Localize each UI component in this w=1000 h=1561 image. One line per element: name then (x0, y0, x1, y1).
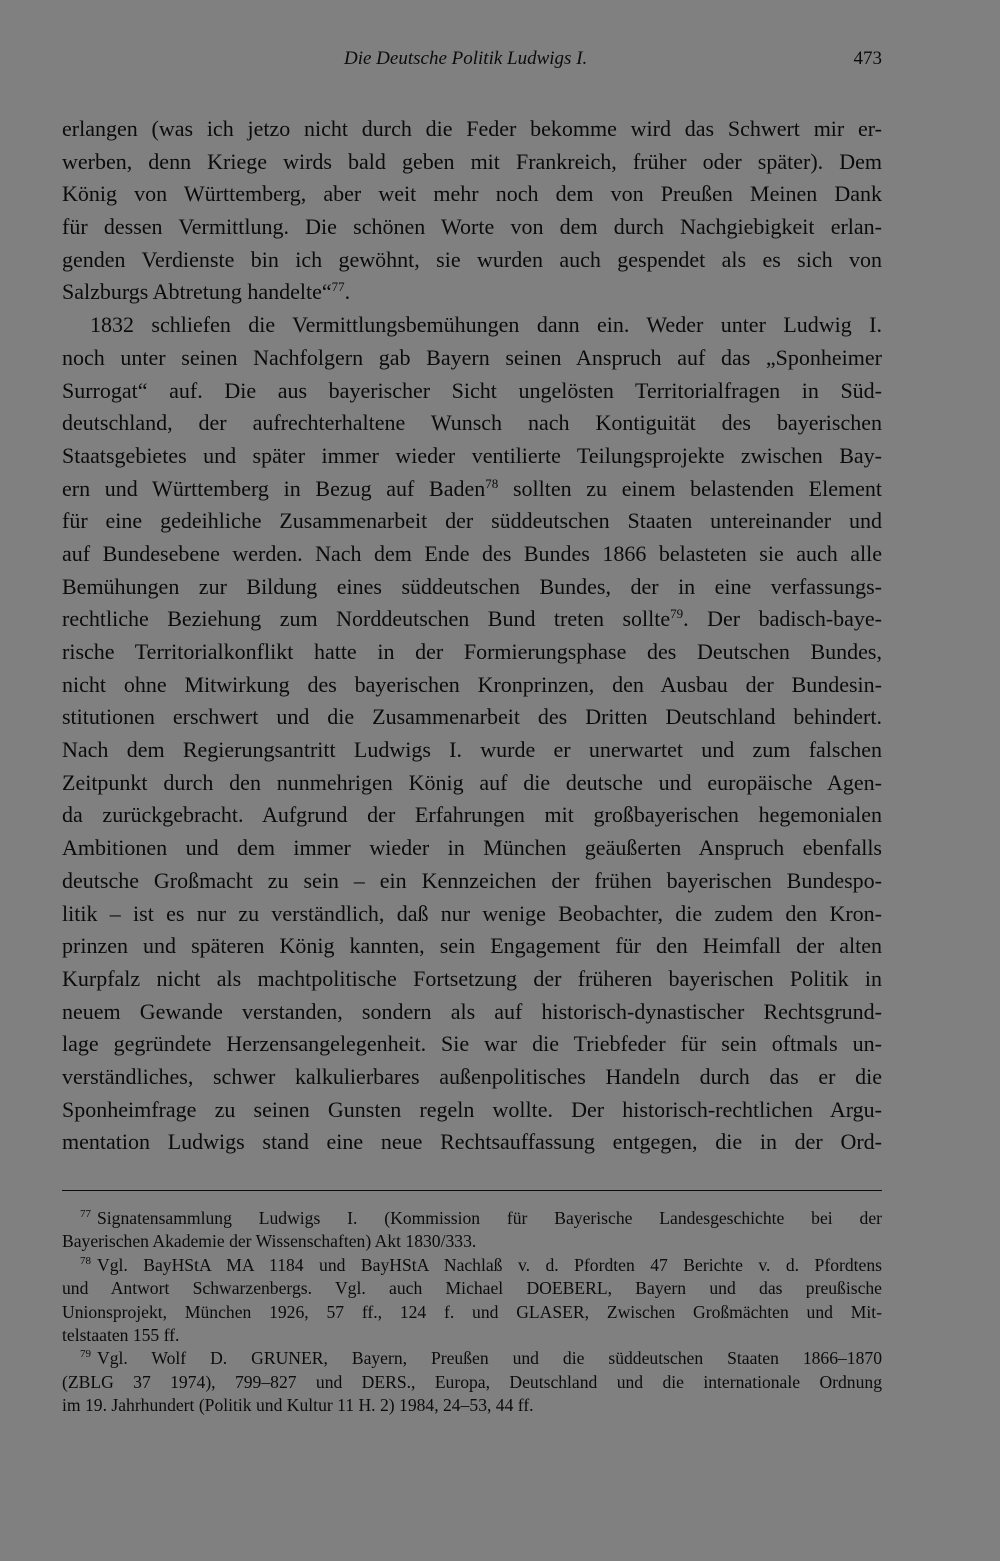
footnotes (62, 1207, 882, 1418)
text-line: lage gegründete Herzensangelegenheit. Sie war die Triebfeder für sein oftmals un- (62, 1031, 882, 1057)
text-line: deutsche Großmacht zu sein – ein Kennzeichen der frühen bayerischen Bundespo- (62, 867, 882, 893)
text-line: Salzburgs Abtretung handelte“$^{77}$. (62, 279, 351, 305)
footnote-line: $^{78}$ Vgl. BayHStA MA 1184 und BayHStA Nachlaß v. d. Pfordten 47 Berichte v. d. Pfordtens (80, 1254, 882, 1275)
text-line: auf Bundesebene werden. Nach dem Ende des Bundes 1866 belasteten sie auch alle (62, 540, 882, 566)
text-line: Kurpfalz nicht als machtpolitische Fortsetzung der früheren bayerischen Politik in (62, 965, 882, 991)
text-line: werben, denn Kriege wirds bald geben mit Frankreich, früher oder später). Dem (62, 148, 882, 174)
footnote-number: 79 (80, 1348, 91, 1361)
text-line: Zeitpunkt durch den nunmehrigen König auf die deutsche und europäische Agen- (62, 769, 882, 795)
footnote-line: Unionsprojekt, München 1926, 57 ff., 124 f. und GLASER, Zwischen Großmächten und Mit- (62, 1301, 882, 1322)
text-line: litik – ist es nur zu verständlich, daß nur wenige Beobachter, die zudem den Kron- (62, 900, 882, 926)
footnote-line: und Antwort Schwarzenbergs. Vgl. auch Michael DOEBERL, Bayern und das preußische (62, 1278, 882, 1299)
footnote-line: $^{79}$ Vgl. Wolf D. GRUNER, Bayern, Preußen und die süddeutschen Staaten 1866–1870 (80, 1348, 882, 1369)
text-line: mentation Ludwigs stand eine neue Rechtsauffassung entgegen, die in der Ord- (62, 1129, 882, 1155)
text-line: prinzen und späteren König kannten, sein Engagement für den Heimfall der alten (62, 933, 882, 959)
footnote-line: telstaaten 155 ff. (62, 1324, 180, 1345)
footnote-ref: 78 (485, 475, 499, 491)
running-head (62, 48, 882, 78)
footnote-line: (ZBLG 37 1974), 799–827 und DERS., Europa, Deutschland und die internationale Ordnung (62, 1371, 882, 1392)
text-line: genden Verdienste bin ich gewöhnt, sie wurden auch gespendet als es sich von (62, 246, 882, 272)
footnote-line: im 19. Jahrhundert (Politik und Kultur 11 H. 2) 1984, 24–53, 44 ff. (62, 1395, 534, 1416)
text-line: stitutionen erschwert und die Zusammenarbeit des Dritten Deutschland behindert. (62, 704, 882, 730)
text-line: rechtliche Beziehung zum Norddeutschen Bund treten sollte$^{79}$. Der badisch-baye- (62, 606, 882, 632)
text-line: erlangen (was ich jetzo nicht durch die Feder bekomme wird das Schwert mir er- (62, 116, 882, 141)
text-line: noch unter seinen Nachfolgern gab Bayern seinen Anspruch auf das „Sponheimer (62, 344, 882, 370)
text-line: da zurückgebracht. Aufgrund der Erfahrungen mit großbayerischen hegemonialen (62, 802, 882, 828)
text-line: für dessen Vermittlung. Die schönen Worte von dem durch Nachgiebigkeit erlan- (62, 214, 882, 240)
footnote-number: 78 (80, 1254, 91, 1267)
text-line: Ambitionen und dem immer wieder in München geäußerten Anspruch ebenfalls (62, 835, 882, 861)
text-line: rische Territorialkonflikt hatte in der Formierungsphase des Deutschen Bundes, (62, 639, 882, 664)
text-line: Sponheimfrage zu seinen Gunsten regeln wollte. Der historisch-rechtlichen Argu- (62, 1096, 882, 1122)
footnote-line: $^{77}$ Signatensammlung Ludwigs I. (Kommission für Bayerische Landesgeschichte bei der (80, 1208, 882, 1228)
text-line: ern und Württemberg in Bezug auf Baden$^{78}$ sollten zu einem belastenden Element (62, 475, 882, 501)
footnote-rule (62, 1190, 882, 1191)
text-line: deutschland, der aufrechterhaltene Wunsch nach Kontiguität des bayerischen (62, 410, 882, 436)
text-line: Nach dem Regierungsantritt Ludwigs I. wurde er unerwartet und zum falschen (62, 737, 882, 763)
text-line: verständliches, schwer kalkulierbares außenpolitisches Handeln durch das er die (62, 1063, 882, 1089)
footnote-ref: 79 (670, 606, 684, 622)
text-line: neuem Gewande verstanden, sondern als auf historisch-dynastischer Rechtsgrund- (62, 998, 882, 1024)
text-line: 1832 schliefen die Vermittlungsbemühungen dann ein. Weder unter Ludwig I. (90, 312, 882, 338)
running-title: Die Deutsche Politik Ludwigs I. (344, 48, 588, 69)
footnote-line: Bayerischen Akademie der Wissenschaften) Akt 1830/333. (62, 1231, 477, 1252)
page-number: 473 (853, 48, 882, 69)
footnote-ref: 77 (331, 279, 345, 295)
footnote-number: 77 (80, 1208, 91, 1220)
text-line: Surrogat“ auf. Die aus bayerischer Sicht ungelösten Territorialfragen in Süd- (62, 377, 882, 403)
text-line: nicht ohne Mitwirkung des bayerischen Kronprinzen, den Ausbau der Bundesin- (62, 671, 882, 697)
text-line: König von Württemberg, aber weit mehr noch dem von Preußen Meinen Dank (62, 181, 882, 207)
text-line: Staatsgebietes und später immer wieder ventilierte Teilungsprojekte zwischen Bay- (62, 442, 882, 468)
body-text (62, 113, 882, 1159)
text-line: für eine gedeihliche Zusammenarbeit der süddeutschen Staaten untereinander und (62, 508, 882, 534)
text-line: Bemühungen zur Bildung eines süddeutschen Bundes, der in eine verfassungs- (62, 573, 882, 599)
